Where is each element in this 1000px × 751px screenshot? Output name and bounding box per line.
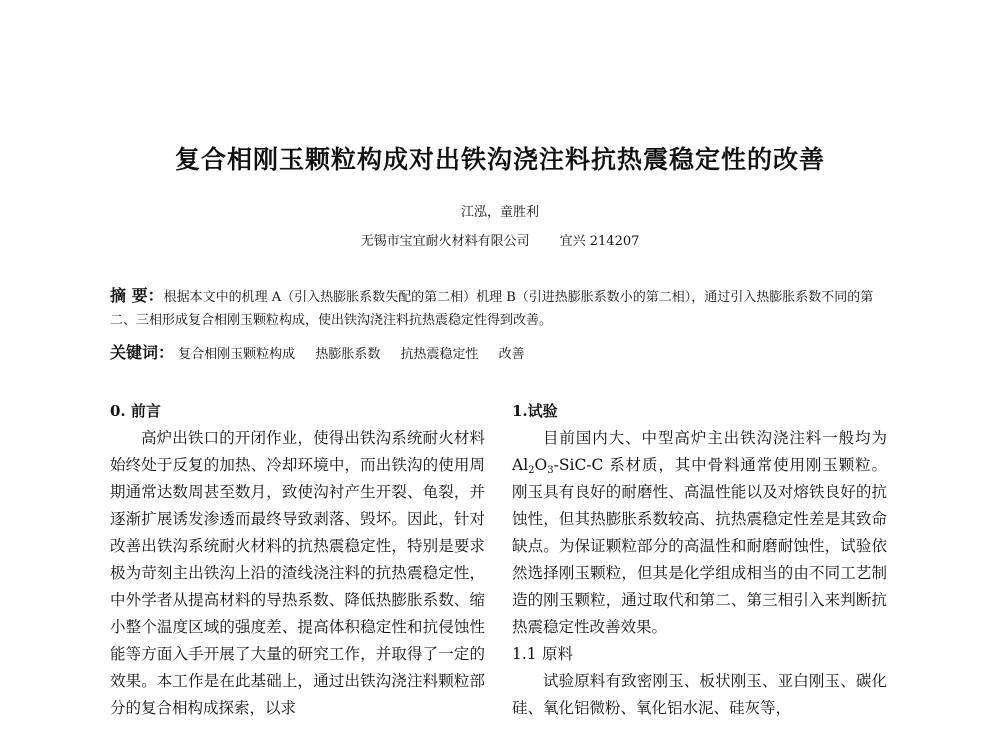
keywords-label: 关键词： bbox=[110, 343, 175, 362]
formula: $Al_2O_3-SiC-C$ bbox=[512, 456, 604, 476]
abstract-text: 根据本文中的机理 A（引入热膨胀系数失配的第二相）机理 B（引进热膨胀系数小的第二相），通过引入热膨胀系数不同的第二、三相形成复合相刚玉颗粒构成，使出铁沟浇注料抗热震稳定性得到改善。 bbox=[110, 290, 874, 328]
keyword: 复合相刚玉颗粒构成 bbox=[178, 347, 296, 362]
affiliation bbox=[0, 230, 1000, 249]
subsection-title: 原料 bbox=[542, 645, 574, 663]
keyword: 抗热震稳定性 bbox=[400, 347, 479, 362]
affiliation-city: 宜兴 214207 bbox=[559, 234, 640, 249]
intro-heading: 0. 前言 bbox=[110, 402, 161, 420]
experiment-paragraph bbox=[512, 425, 887, 641]
authors: 江泓，童胜利 bbox=[460, 205, 539, 220]
experiment-heading: 1.试验 bbox=[512, 402, 558, 420]
materials-paragraph: 试验原料有致密刚玉、板状刚玉、亚白刚玉、碳化硅、氧化铝微粉、氧化铝水泥、硅灰等， bbox=[512, 672, 887, 717]
keyword: 热膨胀系数 bbox=[315, 347, 381, 362]
paper-title: 复合相刚玉颗粒构成对出铁沟浇注料抗热震稳定性的改善 bbox=[174, 145, 825, 174]
intro-paragraph: 高炉出铁口的开闭作业，使得出铁沟系统耐火材料始终处于反复的加热、冷却环境中，而出铁沟的使用周期通常达数周甚至数月，致使沟衬产生开裂、龟裂，并逐渐扩展诱发渗透而最终导致剥落、毁坏。因此，针对改善出铁沟系统耐火材料的抗热震稳定性，特别是要求极为苛刻主出铁沟上沿的渣线浇注料的抗热震稳定性，中外学者从提高材料的导热系数、降低热膨胀系数、缩小整个温度区域的强度差、提高体积稳定性和抗侵蚀性能等方面入手开展了大量的研究工作，并取得了一定的效果。本工作是在此基础上，通过出铁沟浇注料颗粒部分的复合相构成探索，以求 bbox=[110, 429, 485, 717]
keyword: 改善 bbox=[498, 347, 525, 362]
left-column bbox=[110, 398, 485, 722]
keywords bbox=[110, 340, 885, 363]
experiment-text-before: 目前国内大、中型高炉主出铁沟浇注料一般均为 bbox=[543, 429, 887, 447]
subsection-heading bbox=[512, 641, 887, 668]
right-column bbox=[512, 398, 887, 722]
experiment-text-after: 系材质，其中骨料通常使用刚玉颗粒。刚玉具有良好的耐磨性、高温性能以及对熔铁良好的抗蚀性，但其热膨胀系数较高、抗热震稳定性差是其致命缺点。为保证颗粒部分的高温性和耐磨耐蚀性，试验依然选择刚玉颗粒，但其是化学组成相当的由不同工艺制造的刚玉颗粒，通过取代和第二、第三相引入来判断抗热震稳定性改善效果。 bbox=[512, 456, 887, 636]
abstract-label: 摘 要： bbox=[110, 286, 164, 305]
abstract bbox=[110, 284, 885, 332]
affiliation-org: 无锡市宝宜耐火材料有限公司 bbox=[360, 234, 530, 249]
subsection-number: 1.1 bbox=[512, 645, 537, 663]
